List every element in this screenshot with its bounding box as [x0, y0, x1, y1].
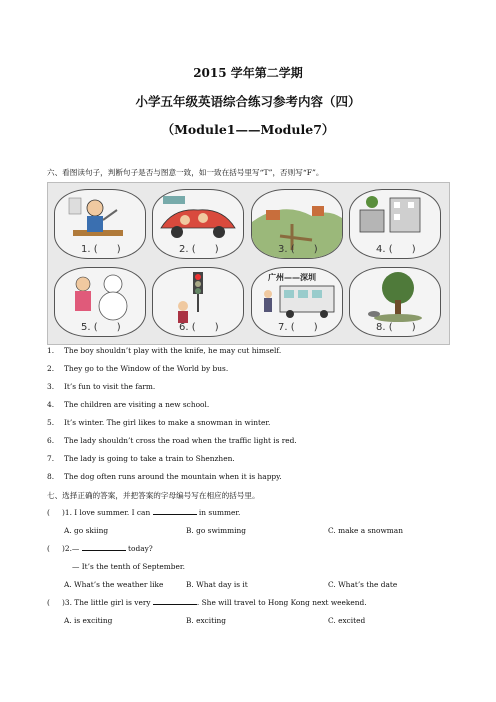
- q2-option-c: C. What’s the date: [328, 580, 398, 589]
- caption-4: 4. ( ): [376, 244, 416, 255]
- sentence-text: They go to the Window of the World by bus.: [64, 364, 229, 373]
- sentence-number: 5.: [47, 418, 55, 427]
- section6-instruction: 六、看图读句子，判断句子是否与图意一致，如一致在括号里写“T”，否则写“F”。: [47, 168, 324, 177]
- answer-blank[interactable]: [153, 598, 197, 605]
- sentence-text: The lady shouldn’t cross the road when the traffic light is red.: [64, 436, 297, 445]
- sentence-3: [47, 382, 155, 391]
- sentence-text: The boy shouldn’t play with the knife, he may cut himself.: [64, 346, 282, 355]
- picture-5: [54, 267, 146, 337]
- sentence-text: The children are visiting a new school.: [64, 400, 210, 409]
- caption-5: 5. ( ): [81, 322, 121, 333]
- sentence-text: It’s fun to visit the farm.: [64, 382, 156, 391]
- q2-option-a: A. What’s the weather like: [64, 580, 164, 589]
- sentence-number: 8.: [47, 472, 55, 481]
- exercise-title: 小学五年级英语综合练习参考内容（四）: [135, 94, 361, 109]
- question-text: )2.—: [62, 544, 80, 553]
- picture-6: [152, 267, 244, 337]
- answer-blank[interactable]: [82, 544, 126, 551]
- q3-option-c: C. excited: [328, 616, 366, 625]
- sentence-5: [47, 418, 270, 427]
- question-text: )3. The little girl is very: [62, 598, 151, 607]
- sentence-1: [47, 346, 281, 355]
- picture-grid: [47, 182, 450, 345]
- bus-sign: 广州——深圳: [268, 273, 316, 282]
- question-text: )1. I love summer. I can: [62, 508, 151, 517]
- answer-paren: (: [47, 508, 50, 517]
- question-text-end: . She will travel to Hong Kong next weekend.: [196, 598, 367, 607]
- sentence-text: The lady is going to take a train to Shenzhen.: [64, 454, 235, 463]
- section7-instruction: 七、选择正确的答案，并把答案的字母编号写在相应的括号里。: [47, 491, 260, 500]
- q3-option-a: A. is exciting: [64, 616, 113, 625]
- sentence-4: [47, 400, 209, 409]
- q1-option-a: A. go skiing: [64, 526, 109, 535]
- sentence-number: 4.: [47, 400, 55, 409]
- sentence-text: The dog often runs around the mountain when it is happy.: [64, 472, 282, 481]
- sentence-number: 1.: [47, 346, 55, 355]
- question-1: [47, 508, 240, 517]
- answer-paren: (: [47, 544, 50, 553]
- sentence-2: [47, 364, 228, 373]
- module-range: （Module1——Module7）: [161, 122, 335, 137]
- sentence-number: 2.: [47, 364, 55, 373]
- q2-option-b: B. What day is it: [186, 580, 248, 589]
- question-text-end: in summer.: [198, 508, 241, 517]
- caption-7: 7. ( ): [278, 322, 318, 333]
- q1-option-b: B. go swimming: [186, 526, 247, 535]
- question-3: [47, 598, 367, 607]
- caption-8: 8. ( ): [376, 322, 416, 333]
- q2-reply: — It’s the tenth of September.: [72, 562, 185, 571]
- sentence-text: It’s winter. The girl likes to make a snowman in winter.: [64, 418, 271, 427]
- question-text-end: today?: [128, 544, 153, 553]
- picture-4: [349, 189, 441, 259]
- picture-8: [349, 267, 441, 337]
- q3-option-b: B. exciting: [186, 616, 226, 625]
- sentence-number: 7.: [47, 454, 55, 463]
- term-title: 2015 学年第二学期: [193, 66, 303, 80]
- caption-3: 3. ( ): [278, 244, 318, 255]
- sentence-7: [47, 454, 235, 463]
- picture-3: [251, 189, 343, 259]
- caption-1: 1. ( ): [81, 244, 121, 255]
- sentence-6: [47, 436, 297, 445]
- sentence-8: [47, 472, 282, 481]
- question-2: [47, 544, 153, 553]
- picture-7: [251, 267, 343, 337]
- answer-blank[interactable]: [153, 508, 197, 515]
- q1-option-c: C. make a snowman: [328, 526, 403, 535]
- picture-1: [54, 189, 146, 259]
- answer-paren: (: [47, 598, 50, 607]
- picture-2: [152, 189, 244, 259]
- sentence-number: 3.: [47, 382, 55, 391]
- sentence-number: 6.: [47, 436, 55, 445]
- caption-2: 2. ( ): [179, 244, 219, 255]
- caption-6: 6. ( ): [179, 322, 219, 333]
